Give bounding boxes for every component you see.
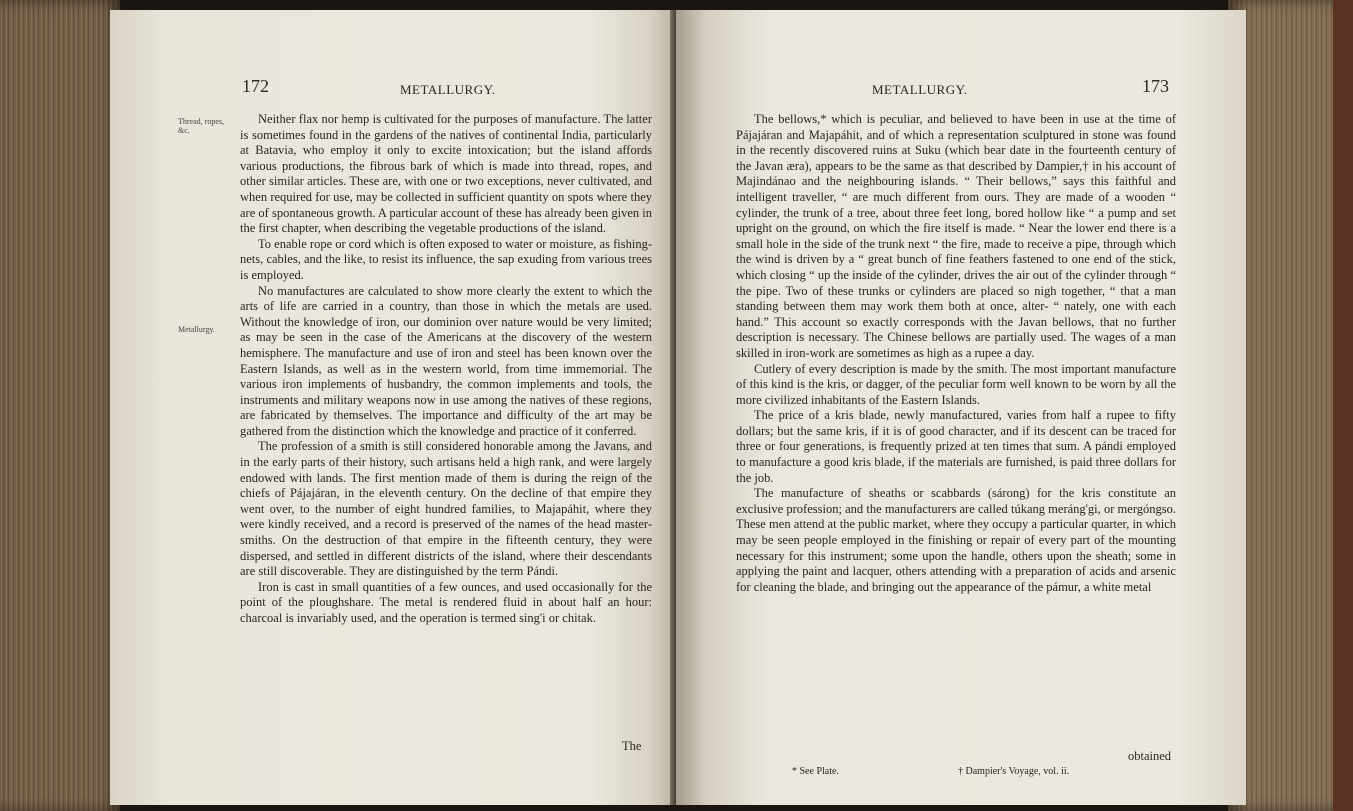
margin-note-metallurgy: Metallurgy. — [178, 325, 215, 334]
footnote-plate: * See Plate. — [792, 766, 839, 777]
left-page-number: 172 — [242, 76, 269, 96]
right-body-text — [736, 112, 1176, 595]
left-page-edges — [0, 0, 120, 811]
right-page-number: 173 — [1142, 76, 1169, 96]
left-running-head: METALLURGY. — [400, 82, 496, 97]
paragraph: Cutlery of every description is made by the smith. The most important manufacture of this kind is the kris, or dagger, of the peculiar form well known to be worn by all the more civilized inhabitants of the Eastern Islands. — [736, 361, 1176, 407]
book-cover-edge — [1333, 0, 1353, 811]
paragraph: Neither flax nor hemp is cultivated for the purposes of manufacture. The latter is sometimes found in the gardens of the natives of continental India, particularly at Batavia, who employ it only to excite intoxication; but the island affords various productions, the fibrous bark of which is made into thread, ropes, and other similar articles. These are, with one or two exceptions, never cultivated, and when required for use, may be collected in sufficient quantity on spots where they are of spontaneous growth. A particular account of these has already been given in the first chapter, when describing the vegetable productions of the island. — [240, 112, 652, 236]
paragraph: The price of a kris blade, newly manufactured, varies from half a rupee to fifty dollars; but the same kris, if it is of good character, and if its descent can be traced for three or four generations, is frequently prized at ten times that sum. A pándi employed to manufacture a good kris blade, if the materials are furnished, is paid three dollars for the job. — [736, 408, 1176, 485]
left-body-text — [240, 112, 652, 627]
paragraph: To enable rope or cord which is often exposed to water or moisture, as fishing-nets, cables, and the like, to resist its influence, the sap exuding from various trees is employed. — [240, 236, 652, 282]
paragraph: The bellows,* which is peculiar, and believed to have been in use at the time of Pájajáran and Majapáhit, and of which a representation sculptured in stone was found in the recently discovered ruins at Suku (which bear date in the fourteenth century of the Javan æra), appears to be the same as that described by Dampier,† in his account of Majindánao and the neighbouring islands. “ Their bellows,” says this faithful and intelligent traveller, “ are much different from ours. They are made of a wooden “ cylinder, the trunk of a tree, about three feet long, bored hollow like “ a pump and set upright on the ground, on which the fire itself is made. “ Near the lower end there is a small hole in the side of the trunk next “ the fire, made to receive a pipe, through which the wind is driven by a “ great bunch of fine feathers fastened to one end of the stick, which closing “ up the inside of the cylinder, drives the air out of the cylinder through “ the pipe. Two of these trunks or cylinders are placed so nigh together, “ that a man standing between them may work them both at once, alter- “ nately, one with each hand.” This account so exactly corresponds with the Javan bellows, that no further description is necessary. The Chinese bellows are partially used. The wages of a man skilled in iron-work are sometimes as high as a rupee a day. — [736, 112, 1176, 360]
paragraph: Iron is cast in small quantities of a few ounces, and used occasionally for the point of the ploughshare. The metal is rendered fluid in about half an hour: charcoal is invariably used, and the operation is termed sing'i or chitak. — [240, 579, 652, 625]
right-catchword: obtained — [1128, 749, 1172, 763]
paragraph: No manufactures are calculated to show more clearly the extent to which the arts of life are carried in a country, than those in which the metals are used. Without the knowledge of iron, our dominion over nature would be very limited; as may be seen in the case of the Americans at the discovery of the western hemisphere. The manufacture and use of iron and steel has been known over the Eastern Islands, as well as in the western world, from time immemorial. The various iron implements of husbandry, the common implements and tools, the instruments and military weapons now in use among the natives of these regions, are fabricated by themselves. The importance and difficulty of the art may be gathered from the distinction which the knowledge and practice of it conferred. — [240, 283, 652, 438]
margin-note-thread: Thread, ropes, &c. — [178, 117, 224, 135]
right-running-head: METALLURGY. — [872, 82, 968, 97]
paragraph: The manufacture of sheaths or scabbards (sárong) for the kris constitute an exclusive profession; and the manufacturers are called túkang meráng'gi, or mergóngso. These men attend at the public market, where they occupy a particular quarter, in which may be seen people employed in the finishing or repair of every part of the mounting necessary for this instrument; some upon the handle, others upon the sheath; some in applying the paint and lacquer, others attending with a preparation of acids and arsenic for cleaning the blade, and bringing out the appearance of the pámur, a white metal — [736, 486, 1176, 594]
left-catchword: The — [622, 739, 642, 753]
footnote-dampier: † Dampier's Voyage, vol. ii. — [958, 766, 1070, 777]
paragraph: The profession of a smith is still considered honorable among the Javans, and in the early parts of their history, such artisans held a high rank, and were largely endowed with lands. The first mention made of them is during the reign of the chiefs of Pájajáran, in the eleventh century. On the decline of that empire they went over, to the number of eight hundred families, to Majapáhit, where they were kindly received, and a record is preserved of the names of the head master-smiths. On the destruction of that empire in the fifteenth century, they were dispersed, and settled in different districts of the island, where their descendants are still discoverable. They are distinguished by the term Pándi. — [240, 439, 652, 579]
